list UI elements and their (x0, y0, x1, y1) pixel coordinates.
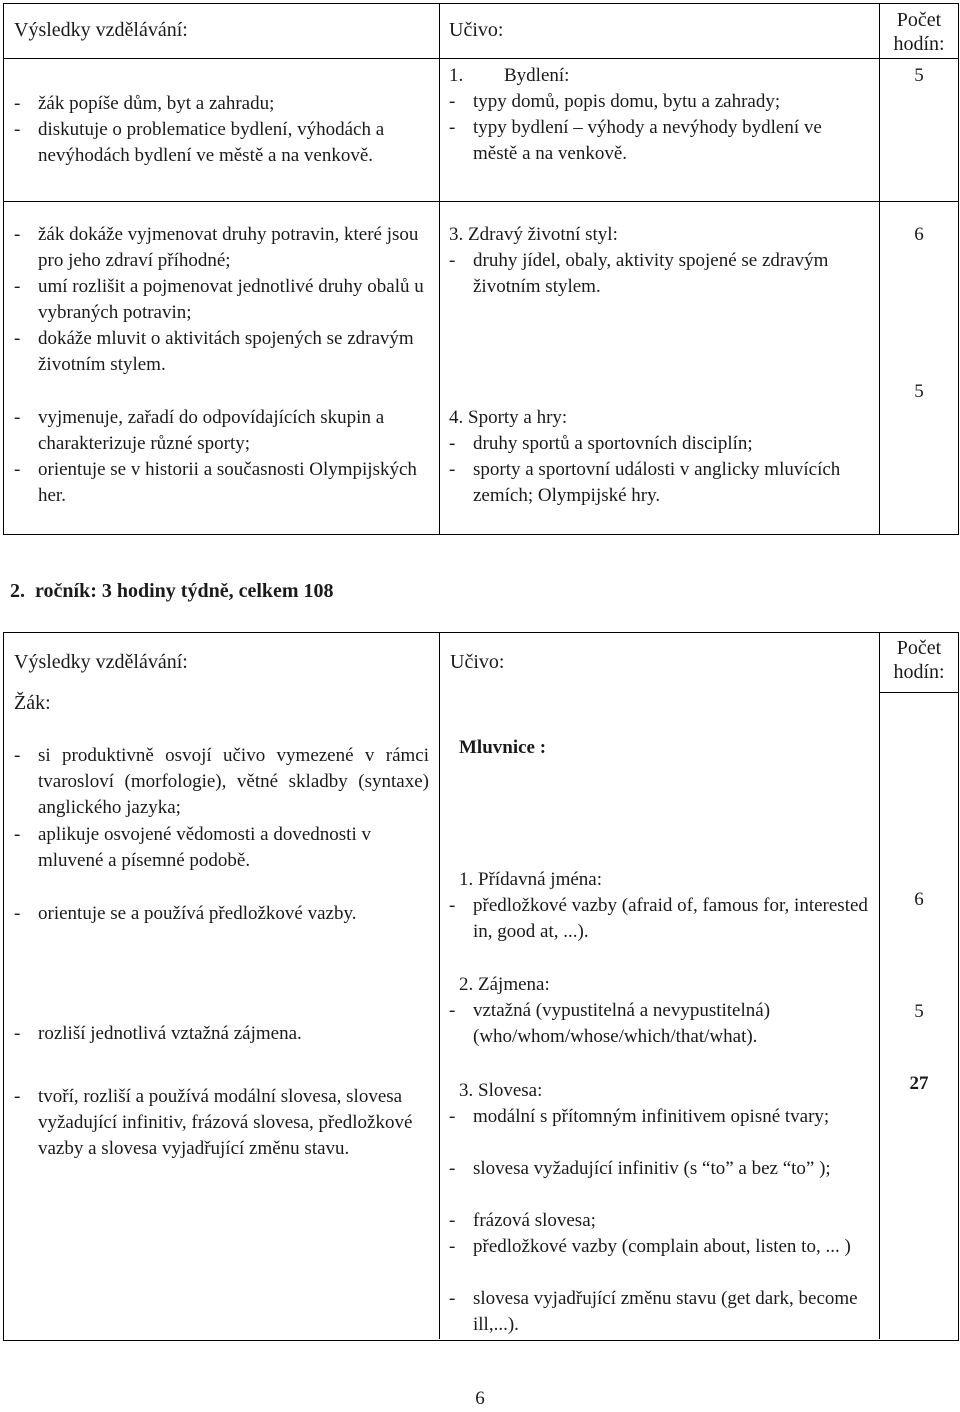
list-item: - aplikuje osvojené vědomosti a dovednosti v mluvené a písemné podobě. (14, 824, 371, 871)
header-hours: Počet hodín: (893, 637, 945, 683)
hours-value: 5 (914, 381, 924, 402)
table2-body (4, 719, 958, 1339)
table1-header-row (4, 4, 958, 59)
list-item: - orientuje se v historii a současnosti Olympijských her. (14, 459, 417, 506)
row1-outcomes-cell (4, 59, 440, 201)
list-item: - modální s přítomným infinitivem opisné tvary; (449, 1106, 830, 1127)
list-item: - předložkové vazby (complain about, listen to, ... ) (449, 1236, 851, 1257)
list-item: - vyjmenuje, zařadí do odpovídajících skupin a charakterizuje různé sporty; (14, 407, 385, 454)
list-item: - si produktivně osvojí učivo vymezené v rámci tvarosloví (morfologie), větné skladby (syntaxe) anglického jazyka; (14, 745, 429, 818)
table1-row-health-sports (4, 202, 958, 535)
topic-title: 1. Přídavná jména: (459, 869, 602, 890)
page-number: 6 (475, 1388, 485, 1409)
row1-hours-cell (880, 59, 958, 201)
grammar-title: Mluvnice : (459, 737, 547, 758)
header-curriculum: Učivo: (449, 19, 504, 41)
list-item: - druhy jídel, obaly, aktivity spojené se zdravým životním stylem. (449, 250, 829, 297)
topic-title: 4. Sporty a hry: (449, 407, 568, 428)
topic-title: 2. Zájmena: (459, 974, 550, 995)
header-hours-cell (880, 633, 958, 693)
table-year2 (3, 632, 959, 1341)
header-outcomes: Výsledky vzdělávání: (14, 19, 188, 41)
header-outcomes: Výsledky vzdělávání: (14, 651, 188, 673)
header-outcomes-cell (4, 4, 440, 58)
header-curriculum-cell (440, 4, 880, 58)
row1-curriculum-cell (440, 59, 880, 201)
body-hours-cell (880, 719, 958, 1339)
list-item: - dokáže mluvit o aktivitách spojených se zdravým životním stylem. (14, 328, 414, 375)
list-item: - druhy sportů a sportovních disciplín; (449, 433, 753, 454)
table1-row-housing (4, 59, 958, 202)
header-subject: Žák: (14, 692, 51, 714)
hours-value: 6 (914, 889, 924, 910)
header-curriculum: Učivo: (450, 651, 505, 673)
list-item: - sporty a sportovní události v anglicky mluvících zemích; Olympijské hry. (449, 459, 841, 506)
list-item: - předložkové vazby (afraid of, famous for, interested in, good at, ...). (449, 895, 868, 942)
list-item: - orientuje se a používá předložkové vazby. (14, 903, 357, 924)
body-outcomes-cell (4, 719, 440, 1339)
list-item: - umí rozlišit a pojmenovat jednotlivé druhy obalů u vybraných potravin; (14, 276, 424, 323)
hours-value: 5 (914, 65, 924, 86)
list-item: - diskutuje o problematice bydlení, výhodách a nevýhodách bydlení ve městě a na venkově. (14, 119, 385, 166)
header-curriculum-cell (440, 633, 880, 719)
list-item: - slovesa vyjadřující změnu stavu (get dark, become ill,...). (449, 1288, 858, 1335)
list-item: - frázová slovesa; (449, 1210, 596, 1231)
list-item: - rozliší jednotlivá vztažná zájmena. (14, 1023, 302, 1044)
hours-value: 6 (914, 224, 924, 245)
topic-title: 3. Slovesa: (459, 1080, 543, 1101)
hours-value: 5 (914, 1001, 924, 1022)
list-item: - žák popíše dům, byt a zahradu; (14, 93, 275, 114)
header-hours-cell (880, 4, 958, 58)
section-heading-year2: 2. ročník: 3 hodiny týdně, celkem 108 (10, 580, 334, 602)
list-item: - slovesa vyžadující infinitiv (s “to” a bez “to” ); (449, 1158, 831, 1179)
header-hours: Počet hodín: (893, 9, 945, 55)
table-year1 (3, 3, 959, 535)
row2-outcomes-cell (4, 202, 440, 535)
topic-title: Bydlení: (504, 65, 570, 86)
row2-curriculum-cell (440, 202, 880, 535)
list-item: - typy bydlení – výhody a nevýhody bydlení ve městě a na venkově. (449, 117, 822, 164)
topic-title: 3. Zdravý životní styl: (449, 224, 618, 245)
topic-number: 1. (449, 65, 464, 86)
body-curriculum-cell (440, 719, 880, 1339)
hours-total: 27 (909, 1073, 929, 1094)
list-item: - žák dokáže vyjmenovat druhy potravin, které jsou pro jeho zdraví příhodné; (14, 224, 419, 271)
row2-hours-cell (880, 202, 958, 535)
list-item: - typy domů, popis domu, bytu a zahrady; (449, 91, 781, 112)
list-item: - tvoří, rozliší a používá modální slovesa, slovesa vyžadující infinitiv, frázová slovesa, předložkové vazby a slovesa vyjadřující změnu stavu. (14, 1086, 413, 1159)
header-outcomes-cell (4, 633, 440, 719)
table2-header-row (4, 633, 958, 719)
list-item: - vztažná (vypustitelná a nevypustitelná) (who/whom/whose/which/that/what). (449, 1000, 771, 1047)
